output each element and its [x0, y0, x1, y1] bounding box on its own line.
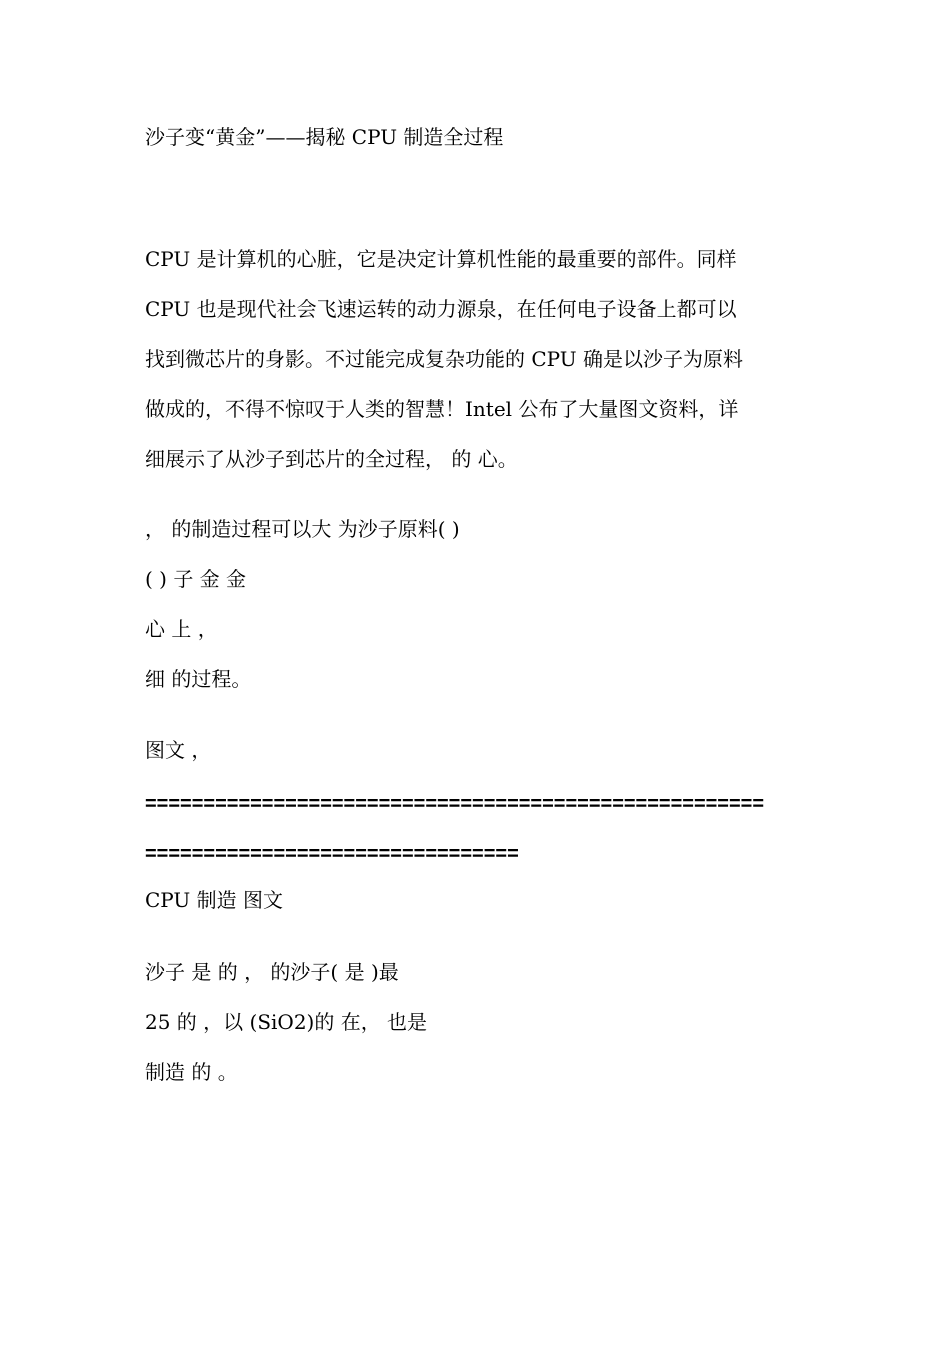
paragraph-line: ( ) 子 金 金 — [145, 567, 247, 591]
paragraph-line: 找到微芯片的身影。不过能完成复杂功能的 CPU 确是以沙子为原料 — [145, 347, 743, 371]
paragraph-line: 制造 的 。 — [145, 1060, 238, 1084]
paragraph-line: ， 的制造过程可以大 为沙子原料( ) — [145, 517, 460, 541]
section-heading: CPU 制造 图文 — [145, 888, 283, 912]
paragraph-line: 细 的过程。 — [145, 667, 252, 691]
separator-line: ===================================================== — [145, 793, 765, 815]
paragraph-line: 做成的，不得不惊叹于人类的智慧！Intel 公布了大量图文资料，详 — [145, 397, 739, 421]
paragraph-line: 沙子 是 的 ， 的沙子( 是 )最 — [145, 960, 399, 984]
paragraph-line: 图文 ， — [145, 738, 212, 762]
paragraph-line: 25 的 ，以 (SiO2)的 在， 也是 — [145, 1010, 428, 1034]
document-title: 沙子变“黄金”——揭秘 CPU 制造全过程 — [145, 125, 504, 149]
paragraph-line: 心 上 ， — [145, 617, 218, 641]
paragraph-line: CPU 也是现代社会飞速运转的动力源泉，在任何电子设备上都可以 — [145, 297, 737, 321]
paragraph-line: 细展示了从沙子到芯片的全过程， 的 心。 — [145, 447, 518, 471]
separator-line: ================================ — [145, 843, 519, 865]
paragraph-line: CPU 是计算机的心脏，它是决定计算机性能的最重要的部件。同样 — [145, 247, 737, 271]
